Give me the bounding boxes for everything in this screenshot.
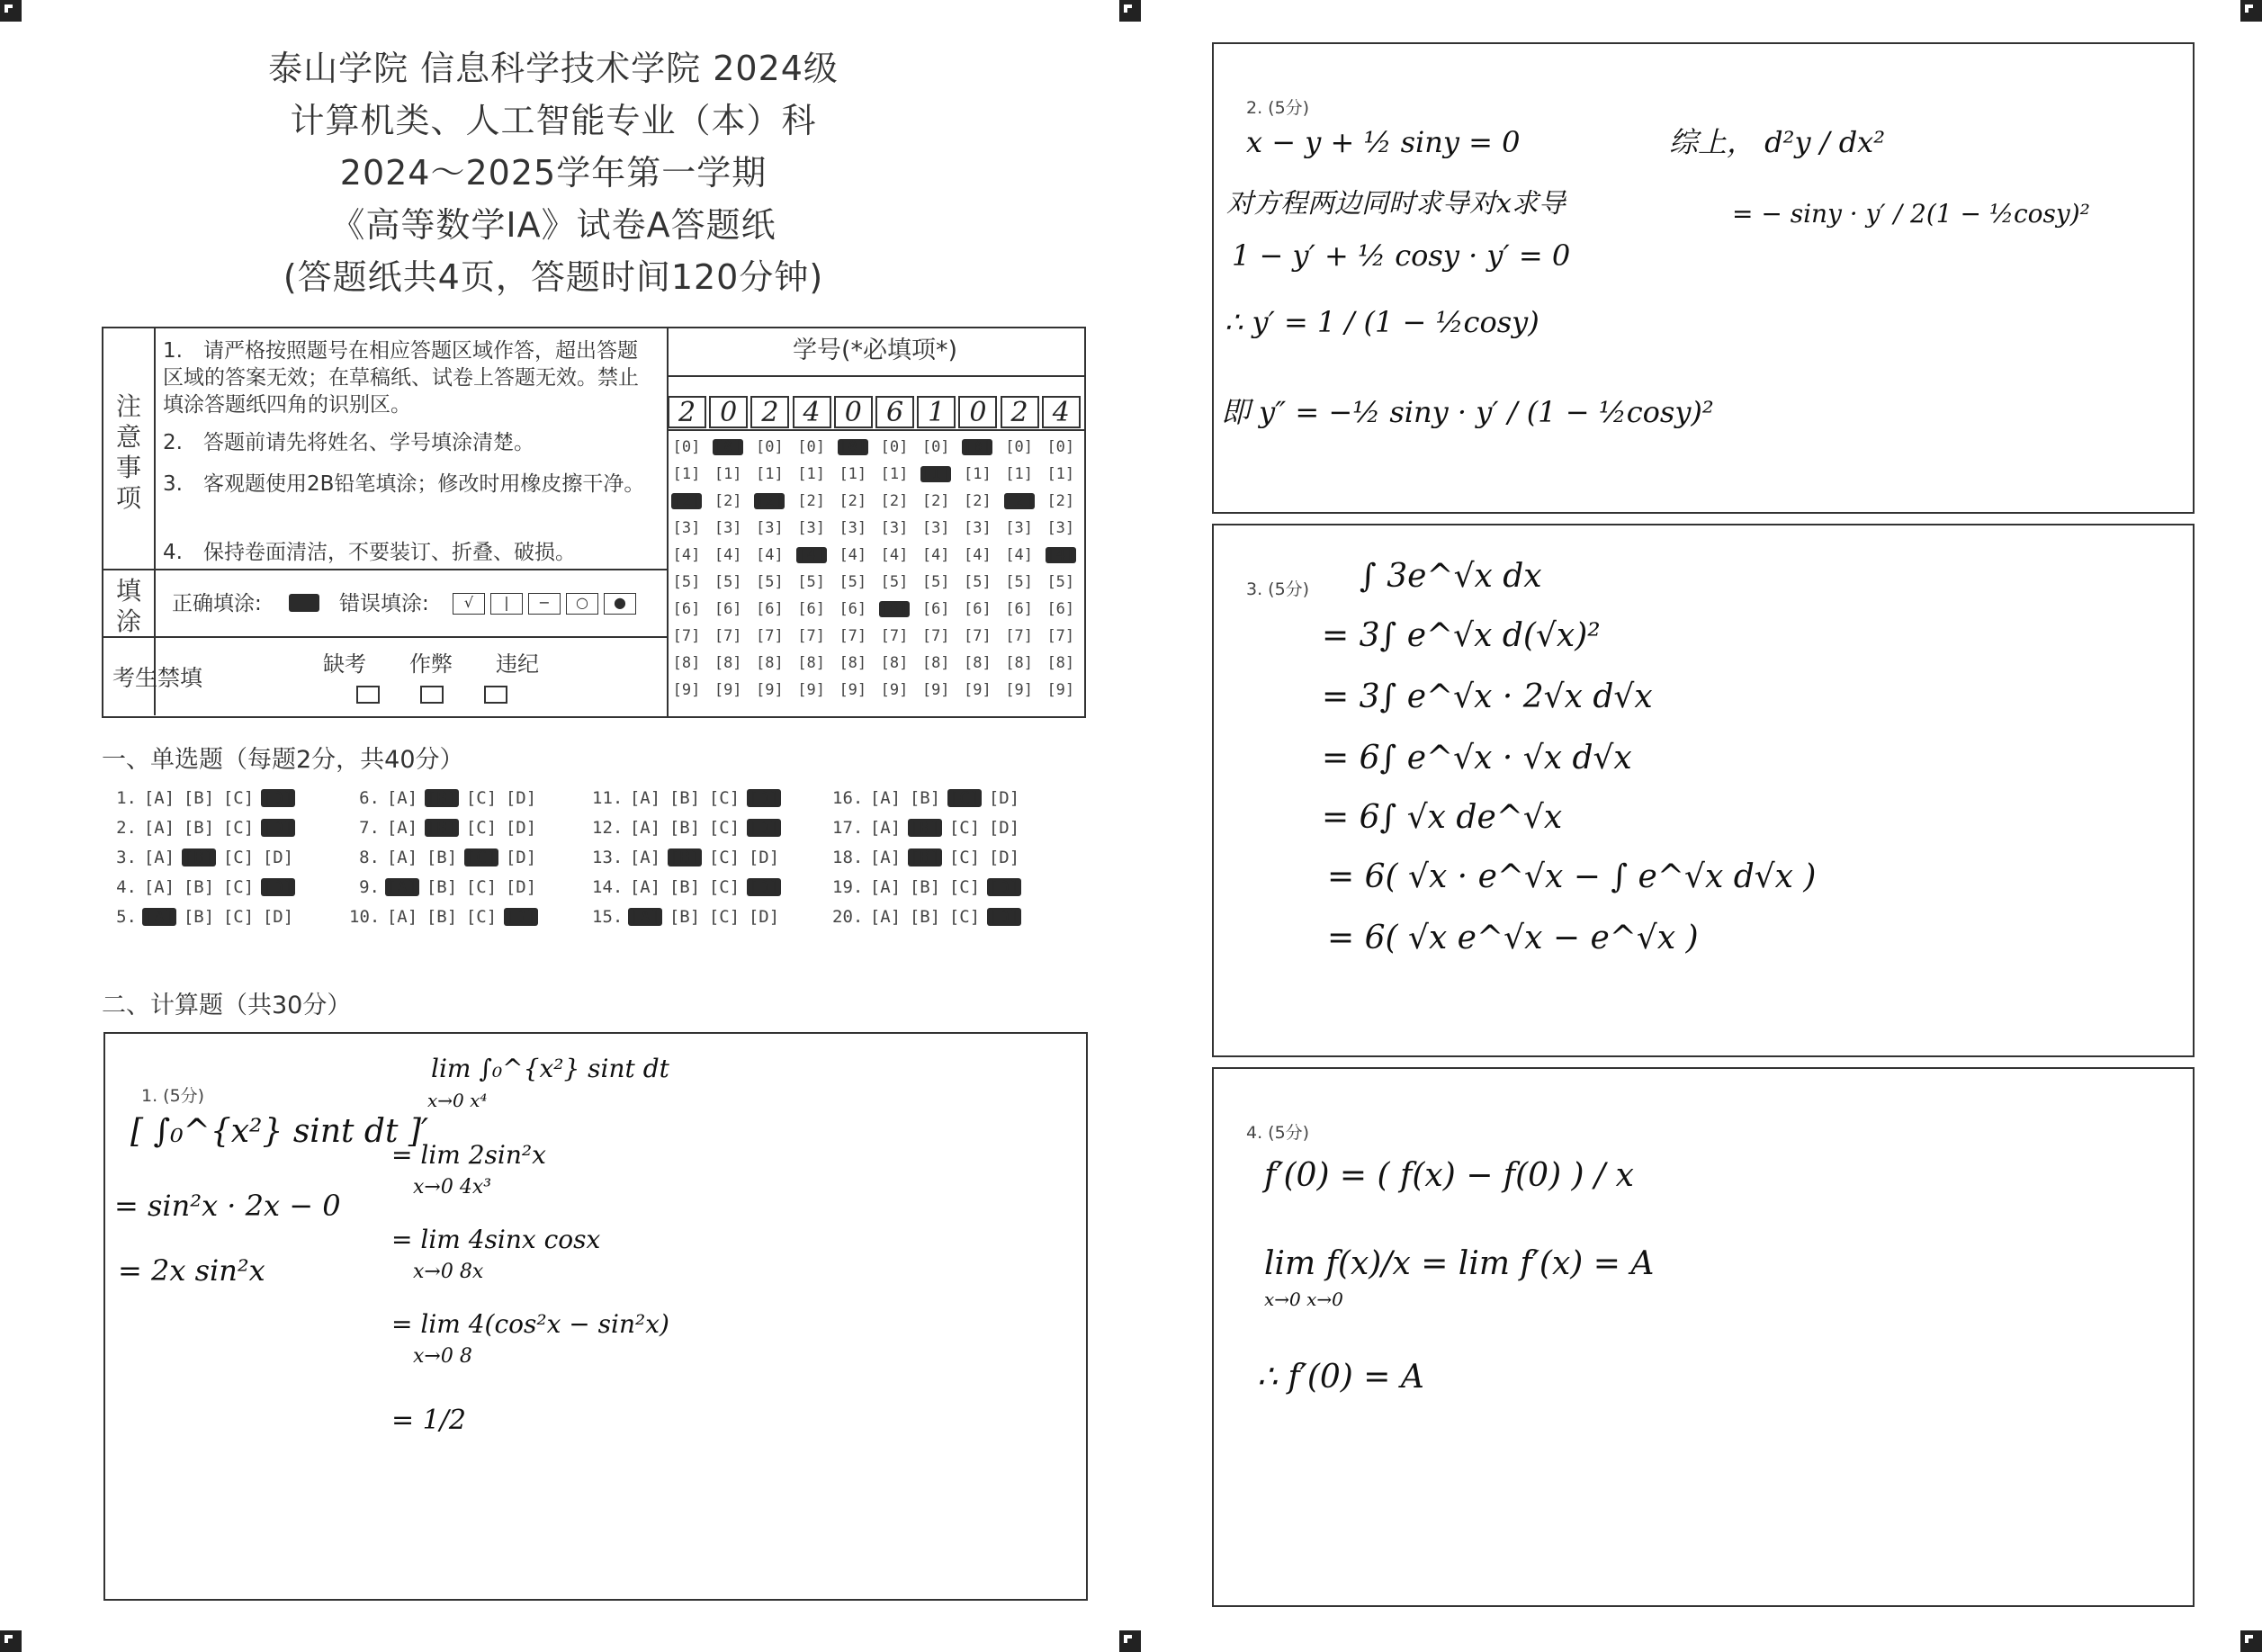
mc-option-bubble[interactable]: [A]: [629, 907, 661, 927]
header-major: 计算机类、人工智能专业（本）科: [290, 101, 817, 140]
q2-line-2: 对方程两边同时求导对x求导: [1226, 188, 1566, 220]
header-duration: (答题纸共4页，答题时间120分钟): [283, 257, 824, 297]
student-id-digit: 4: [1042, 396, 1081, 428]
mc-option-bubble[interactable]: [D]: [505, 818, 537, 838]
student-id-bubble[interactable]: [5]: [1046, 573, 1075, 591]
student-id-bubble[interactable]: [2]: [1005, 492, 1033, 510]
mc-option-bubble[interactable]: [C]: [465, 877, 498, 897]
mc-option-bubble[interactable]: [B]: [426, 848, 458, 867]
q1-right-line-9: = 1/2: [391, 1405, 466, 1436]
mc-option-bubble[interactable]: [B]: [669, 818, 701, 838]
mc-option-bubble[interactable]: [C]: [708, 818, 741, 838]
mc-option-bubble[interactable]: [B]: [426, 907, 458, 927]
cheat-checkbox[interactable]: [420, 686, 444, 704]
answer-box-q1[interactable]: [103, 1032, 1088, 1601]
q3-line-5: = 6∫ √x de^√x: [1322, 799, 1563, 836]
student-id-bubble[interactable]: [6]: [756, 600, 784, 618]
mc-option-bubble[interactable]: [B]: [669, 788, 701, 808]
mc-question: [832, 788, 1027, 808]
absent-label: 缺考: [323, 651, 366, 677]
mc-option-bubble[interactable]: [D]: [505, 848, 537, 867]
student-id-bubble[interactable]: [1]: [880, 465, 909, 483]
mc-question-number: 2.: [116, 818, 137, 838]
exam-admin-label: 考生禁填: [112, 665, 203, 691]
mc-option-bubble[interactable]: [D]: [262, 818, 294, 838]
student-id-bubble[interactable]: [0]: [714, 438, 742, 456]
q2-line-1: x − y + ½ siny = 0: [1246, 125, 1521, 159]
mc-option-bubble[interactable]: [B]: [183, 877, 215, 897]
student-id-digit: 0: [709, 396, 748, 428]
mc-option-bubble[interactable]: [D]: [262, 907, 294, 927]
student-id-bubble[interactable]: [9]: [714, 681, 742, 699]
mc-option-bubble[interactable]: [B]: [669, 877, 701, 897]
student-id-digit: 1: [917, 396, 956, 428]
mc-question-number: 18.: [832, 848, 864, 867]
q1-label: 1. (5分): [141, 1086, 205, 1106]
student-id-bubble[interactable]: [5]: [797, 573, 825, 591]
mc-question-number: 7.: [359, 818, 380, 838]
mc-question-number: 12.: [592, 818, 624, 838]
q1-left-line-1: [ ∫₀^{x²} sint dt ]′: [130, 1113, 429, 1150]
student-id-bubble[interactable]: [3]: [880, 519, 909, 537]
corner-marker-bottom-right: [2240, 1630, 2262, 1652]
student-id-digit: 2: [1001, 396, 1039, 428]
student-id-digit: 4: [793, 396, 831, 428]
student-id-bubble[interactable]: [6]: [964, 600, 992, 618]
mc-option-bubble[interactable]: [A]: [386, 877, 418, 897]
mc-question: [832, 907, 1027, 927]
mc-option-bubble[interactable]: [B]: [426, 818, 458, 838]
student-id-bubble[interactable]: [3]: [756, 519, 784, 537]
student-id-bubble[interactable]: [0]: [1005, 438, 1033, 456]
mc-question-number: 15.: [592, 907, 624, 927]
student-id-bubble[interactable]: [0]: [756, 438, 784, 456]
student-id-bubble[interactable]: [2]: [672, 492, 701, 510]
mc-question: [349, 788, 543, 808]
q2-line-3: 1 − y′ + ½ cosy · y′ = 0: [1232, 238, 1571, 273]
mc-option-bubble[interactable]: [C]: [948, 907, 981, 927]
student-id-bubble[interactable]: [2]: [921, 492, 950, 510]
student-id-bubble[interactable]: [4]: [714, 546, 742, 564]
student-id-bubble[interactable]: [6]: [672, 600, 701, 618]
student-id-bubble[interactable]: [7]: [672, 627, 701, 645]
mc-option-bubble[interactable]: [C]: [222, 877, 255, 897]
answer-box-q3[interactable]: [1212, 524, 2195, 1057]
mc-question: [349, 818, 543, 838]
mc-option-bubble[interactable]: [D]: [988, 788, 1020, 808]
mc-question-number: 5.: [116, 907, 137, 927]
student-id-bubble[interactable]: [9]: [880, 681, 909, 699]
q4-label: 4. (5分): [1246, 1123, 1310, 1143]
student-id-bubble[interactable]: [3]: [921, 519, 950, 537]
mc-question-number: 10.: [349, 907, 381, 927]
q1-right-line-6: x→0 8x: [413, 1261, 484, 1283]
mc-option-bubble[interactable]: [C]: [708, 877, 741, 897]
student-id-bubble[interactable]: [6]: [714, 600, 742, 618]
student-id-bubble[interactable]: [9]: [797, 681, 825, 699]
student-id-bubble[interactable]: [2]: [839, 492, 867, 510]
student-id-bubble[interactable]: [9]: [839, 681, 867, 699]
section1-title: 一、单选题（每题2分，共40分）: [102, 746, 464, 774]
student-id-bubble[interactable]: [0]: [880, 438, 909, 456]
mc-option-bubble[interactable]: [B]: [909, 877, 941, 897]
notice-item-1: 1. 请严格按照题号在相应答题区域作答，超出答题区域的答案无效；在草稿纸、试卷上答题无效。禁止填涂答题纸四角的识别区。: [163, 339, 639, 417]
mc-option-bubble[interactable]: [D]: [988, 848, 1020, 867]
student-id-digit: 2: [750, 396, 789, 428]
mc-question: [592, 788, 786, 808]
mc-option-bubble[interactable]: [B]: [909, 818, 941, 838]
mc-option-bubble[interactable]: [A]: [143, 788, 175, 808]
mc-question: [592, 848, 786, 867]
mc-option-bubble[interactable]: [A]: [629, 877, 661, 897]
q1-right-line-3: = lim 2sin²x: [391, 1140, 546, 1170]
student-id-digit: 0: [958, 396, 997, 428]
mc-option-bubble[interactable]: [A]: [629, 788, 661, 808]
mc-option-bubble[interactable]: [C]: [948, 877, 981, 897]
mc-question: [832, 877, 1027, 897]
student-id-bubble[interactable]: [9]: [756, 681, 784, 699]
student-id-bubble[interactable]: [8]: [921, 654, 950, 672]
student-id-bubble[interactable]: [6]: [921, 600, 950, 618]
q2-line-4: ∴ y′ = 1 / (1 − ½cosy): [1225, 305, 1539, 339]
student-id-bubble[interactable]: [9]: [672, 681, 701, 699]
wrong-fill-label: 错误填涂:: [339, 592, 429, 615]
mc-question: [106, 877, 301, 897]
student-id-bubble[interactable]: [5]: [714, 573, 742, 591]
student-id-bubble[interactable]: [4]: [797, 546, 825, 564]
q1-left-line-3: = 2x sin²x: [118, 1253, 265, 1288]
student-id-bubble[interactable]: [7]: [714, 627, 742, 645]
student-id-bubble[interactable]: [6]: [1046, 600, 1075, 618]
mc-question: [592, 877, 786, 897]
mc-option-bubble[interactable]: [A]: [629, 848, 661, 867]
mc-option-bubble[interactable]: [B]: [183, 788, 215, 808]
mc-option-bubble[interactable]: [A]: [629, 818, 661, 838]
student-id-digit: 2: [668, 396, 706, 428]
mc-question-number: 4.: [116, 877, 137, 897]
mc-option-bubble[interactable]: [A]: [143, 818, 175, 838]
student-id-bubble[interactable]: [1]: [714, 465, 742, 483]
notice-side-label: 注 意 事 项: [115, 391, 141, 513]
student-id-bubble[interactable]: [2]: [880, 492, 909, 510]
mc-option-bubble[interactable]: [D]: [988, 877, 1020, 897]
mc-option-bubble[interactable]: [C]: [222, 848, 255, 867]
corner-marker-top-center: [1119, 0, 1141, 22]
student-id-bubble[interactable]: [6]: [839, 600, 867, 618]
student-id-bubble[interactable]: [1]: [839, 465, 867, 483]
student-id-bubble[interactable]: [7]: [756, 627, 784, 645]
student-id-bubble[interactable]: [0]: [839, 438, 867, 456]
mc-option-bubble[interactable]: [C]: [465, 788, 498, 808]
q3-line-7: = 6( √x e^√x − e^√x ): [1327, 920, 1699, 956]
mc-option-bubble[interactable]: [D]: [505, 877, 537, 897]
mc-option-bubble[interactable]: [D]: [988, 907, 1020, 927]
student-id-bubble[interactable]: [0]: [964, 438, 992, 456]
mc-option-bubble[interactable]: [B]: [183, 848, 215, 867]
q3-line-1: ∫ 3e^√x dx: [1360, 558, 1542, 595]
q1-left-line-2: = sin²x · 2x − 0: [114, 1189, 341, 1223]
student-id-bubble[interactable]: [8]: [1046, 654, 1075, 672]
mc-question-number: 3.: [116, 848, 137, 867]
mc-option-bubble[interactable]: [A]: [869, 848, 902, 867]
student-id-bubble[interactable]: [3]: [714, 519, 742, 537]
student-id-bubble[interactable]: [2]: [964, 492, 992, 510]
mc-question-number: 1.: [116, 788, 137, 808]
student-id-bubble[interactable]: [3]: [1005, 519, 1033, 537]
mc-option-bubble[interactable]: [C]: [465, 848, 498, 867]
mc-option-bubble[interactable]: [B]: [426, 877, 458, 897]
q1-right-line-4: x→0 4x³: [413, 1176, 492, 1199]
answer-box-q4[interactable]: [1212, 1067, 2195, 1607]
mc-question: [106, 788, 301, 808]
header-school: 泰山学院 信息科学技术学院 2024级: [268, 49, 839, 88]
mc-option-bubble[interactable]: [C]: [465, 907, 498, 927]
student-id-bubble[interactable]: [2]: [756, 492, 784, 510]
mc-question: [832, 848, 1027, 867]
mc-question-number: 9.: [359, 877, 380, 897]
q3-line-6: = 6( √x · e^√x − ∫ e^√x d√x ): [1327, 858, 1817, 895]
mc-question-number: 17.: [832, 818, 864, 838]
student-id-bubble[interactable]: [8]: [964, 654, 992, 672]
student-id-bubble[interactable]: [1]: [1005, 465, 1033, 483]
student-id-bubble[interactable]: [4]: [1005, 546, 1033, 564]
student-id-bubble[interactable]: [2]: [714, 492, 742, 510]
student-id-bubble[interactable]: [5]: [839, 573, 867, 591]
q3-line-3: = 3∫ e^√x · 2√x d√x: [1322, 678, 1653, 715]
mc-option-bubble[interactable]: [C]: [222, 907, 255, 927]
header-term: 2024～2025学年第一学期: [339, 153, 767, 193]
mc-question: [592, 907, 786, 927]
correct-fill-label: 正确填涂:: [172, 592, 262, 615]
mc-option-bubble[interactable]: [A]: [143, 907, 175, 927]
student-id-bubble[interactable]: [4]: [756, 546, 784, 564]
student-id-bubble[interactable]: [4]: [880, 546, 909, 564]
q3-label: 3. (5分): [1246, 579, 1310, 599]
mc-question: [106, 848, 301, 867]
student-id-bubble[interactable]: [6]: [1005, 600, 1033, 618]
student-id-bubble[interactable]: [5]: [921, 573, 950, 591]
mc-question: [832, 818, 1027, 838]
student-id-bubble[interactable]: [7]: [1005, 627, 1033, 645]
student-id-bubble[interactable]: [4]: [672, 546, 701, 564]
student-id-digit: 0: [834, 396, 873, 428]
mc-option-bubble[interactable]: [D]: [262, 848, 294, 867]
mc-question-number: 13.: [592, 848, 624, 867]
mc-question: [349, 848, 543, 867]
student-id-bubble[interactable]: [1]: [1046, 465, 1075, 483]
mc-option-bubble[interactable]: [D]: [748, 848, 780, 867]
mc-option-bubble[interactable]: [A]: [386, 818, 418, 838]
student-id-label: 学号(*必填项*): [793, 337, 958, 364]
mc-question-number: 6.: [359, 788, 380, 808]
mc-option-bubble[interactable]: [D]: [505, 788, 537, 808]
mc-option-bubble[interactable]: [B]: [909, 848, 941, 867]
student-id-bubble[interactable]: [8]: [1005, 654, 1033, 672]
mc-option-bubble[interactable]: [B]: [669, 907, 701, 927]
mc-option-bubble[interactable]: [D]: [748, 877, 780, 897]
mc-option-bubble[interactable]: [A]: [869, 788, 902, 808]
student-id-bubble[interactable]: [3]: [839, 519, 867, 537]
student-id-bubble[interactable]: [5]: [756, 573, 784, 591]
correct-fill-sample: [289, 594, 319, 612]
mc-option-bubble[interactable]: [B]: [183, 907, 215, 927]
student-id-bubble[interactable]: [7]: [797, 627, 825, 645]
mc-question: [349, 877, 543, 897]
mc-option-bubble[interactable]: [B]: [669, 848, 701, 867]
student-id-bubble[interactable]: [7]: [880, 627, 909, 645]
mc-question-number: 8.: [359, 848, 380, 867]
student-id-digit: 6: [875, 396, 914, 428]
mc-option-bubble[interactable]: [A]: [143, 848, 175, 867]
student-id-bubble[interactable]: [9]: [1046, 681, 1075, 699]
mc-question-number: 14.: [592, 877, 624, 897]
student-id-bubble[interactable]: [2]: [1046, 492, 1075, 510]
mc-option-bubble[interactable]: [C]: [708, 848, 741, 867]
corner-marker-bottom-left: [0, 1630, 22, 1652]
q2-right-line-1: 综上， d²y / dx²: [1669, 125, 1886, 159]
student-id-bubble[interactable]: [3]: [964, 519, 992, 537]
student-id-bubble[interactable]: [5]: [880, 573, 909, 591]
mc-question: [592, 818, 786, 838]
student-id-bubble[interactable]: [5]: [672, 573, 701, 591]
student-id-bubble[interactable]: [3]: [1046, 519, 1075, 537]
student-id-bubble[interactable]: [4]: [964, 546, 992, 564]
corner-marker-top-left: [0, 0, 22, 22]
mc-option-bubble[interactable]: [D]: [505, 907, 537, 927]
mc-question: [106, 907, 301, 927]
mc-option-bubble[interactable]: [D]: [748, 818, 780, 838]
student-id-bubble[interactable]: [4]: [839, 546, 867, 564]
mc-option-bubble[interactable]: [C]: [948, 788, 981, 808]
mc-option-bubble[interactable]: [A]: [869, 818, 902, 838]
q3-line-4: = 6∫ e^√x · √x d√x: [1322, 740, 1632, 777]
mc-option-bubble[interactable]: [A]: [143, 877, 175, 897]
mc-option-bubble[interactable]: [D]: [748, 907, 780, 927]
mc-option-bubble[interactable]: [D]: [988, 818, 1020, 838]
mc-question-number: 11.: [592, 788, 624, 808]
mc-option-bubble[interactable]: [D]: [748, 788, 780, 808]
student-id-bubble[interactable]: [1]: [756, 465, 784, 483]
student-id-bubble[interactable]: [1]: [964, 465, 992, 483]
q2-line-5: 即 y″ = −½ siny · y′ / (1 − ½cosy)²: [1221, 395, 1714, 429]
q2-label: 2. (5分): [1246, 98, 1310, 118]
q4-line-1: f′(0) = ( f(x) − f(0) ) / x: [1264, 1157, 1634, 1194]
mc-question-number: 16.: [832, 788, 864, 808]
student-id-bubble[interactable]: [5]: [964, 573, 992, 591]
header-exam-title: 《高等数学IA》试卷A答题纸: [330, 205, 776, 245]
mc-option-bubble[interactable]: [A]: [869, 877, 902, 897]
student-id-bubble[interactable]: [9]: [921, 681, 950, 699]
student-id-bubble[interactable]: [8]: [839, 654, 867, 672]
mc-option-bubble[interactable]: [B]: [426, 788, 458, 808]
student-id-bubble[interactable]: [1]: [797, 465, 825, 483]
student-id-bubble[interactable]: [9]: [1005, 681, 1033, 699]
q1-right-line-5: = lim 4sinx cosx: [391, 1225, 601, 1254]
student-id-bubble[interactable]: [7]: [964, 627, 992, 645]
corner-marker-top-right: [2240, 0, 2262, 22]
student-id-bubble[interactable]: [0]: [672, 438, 701, 456]
student-id-bubble[interactable]: [0]: [921, 438, 950, 456]
student-id-bubble[interactable]: [2]: [797, 492, 825, 510]
q1-right-line-8: x→0 8: [413, 1345, 472, 1368]
q4-line-3: x→0 x→0: [1264, 1288, 1343, 1310]
fill-side-label: 填 涂: [115, 576, 141, 636]
mc-option-bubble[interactable]: [A]: [386, 788, 418, 808]
mc-option-bubble[interactable]: [C]: [708, 907, 741, 927]
student-id-bubble[interactable]: [1]: [921, 465, 950, 483]
q3-line-2: = 3∫ e^√x d(√x)²: [1322, 617, 1601, 654]
mc-option-bubble[interactable]: [D]: [262, 877, 294, 897]
student-id-bubble[interactable]: [8]: [797, 654, 825, 672]
mc-option-bubble[interactable]: [D]: [262, 788, 294, 808]
student-id-bubble[interactable]: [8]: [880, 654, 909, 672]
answer-box-q2[interactable]: [1212, 42, 2195, 514]
mc-option-bubble[interactable]: [C]: [222, 818, 255, 838]
student-id-bubble[interactable]: [9]: [964, 681, 992, 699]
student-id-bubble[interactable]: [3]: [672, 519, 701, 537]
notice-item-4: 4. 保持卷面清洁，不要装订、折叠、破损。: [163, 541, 576, 564]
section2-title: 二、计算题（共30分）: [102, 992, 352, 1019]
student-id-bubble[interactable]: [6]: [797, 600, 825, 618]
notice-item-2: 2. 答题前请先将姓名、学号填涂清楚。: [163, 431, 534, 454]
mc-option-bubble[interactable]: [C]: [222, 788, 255, 808]
student-id-bubble[interactable]: [8]: [672, 654, 701, 672]
q2-right-line-2: = − siny · y′ / 2(1 − ½cosy)²: [1732, 199, 2090, 229]
student-id-bubble[interactable]: [7]: [1046, 627, 1075, 645]
mc-option-bubble[interactable]: [A]: [869, 907, 902, 927]
student-id-bubble[interactable]: [8]: [714, 654, 742, 672]
violation-label: 违纪: [496, 651, 539, 677]
mc-option-bubble[interactable]: [C]: [948, 818, 981, 838]
mc-option-bubble[interactable]: [C]: [948, 848, 981, 867]
cheat-label: 作弊: [409, 651, 453, 677]
student-id-bubble[interactable]: [7]: [839, 627, 867, 645]
mc-option-bubble[interactable]: [A]: [386, 907, 418, 927]
mc-question-number: 19.: [832, 877, 864, 897]
mc-option-bubble[interactable]: [C]: [708, 788, 741, 808]
student-id-bubble[interactable]: [8]: [756, 654, 784, 672]
mc-question: [349, 907, 543, 927]
student-id-bubble[interactable]: [7]: [921, 627, 950, 645]
q1-right-line-1: lim ∫₀^{x²} sint dt: [431, 1054, 669, 1083]
mc-question-number: 20.: [832, 907, 864, 927]
student-id-bubble[interactable]: [3]: [797, 519, 825, 537]
student-id-bubble[interactable]: [4]: [921, 546, 950, 564]
student-id-bubble[interactable]: [5]: [1005, 573, 1033, 591]
student-id-bubble[interactable]: [1]: [672, 465, 701, 483]
mc-option-bubble[interactable]: [B]: [909, 788, 941, 808]
absent-checkbox[interactable]: [356, 686, 380, 704]
wrong-fill-samples: √ | − ○ ●: [453, 593, 636, 615]
mc-option-bubble[interactable]: [B]: [909, 907, 941, 927]
student-id-bubble[interactable]: [6]: [880, 600, 909, 618]
violation-checkbox[interactable]: [484, 686, 507, 704]
q1-right-line-7: = lim 4(cos²x − sin²x): [391, 1309, 669, 1339]
mc-question: [106, 818, 301, 838]
mc-option-bubble[interactable]: [B]: [183, 818, 215, 838]
student-id-bubble[interactable]: [0]: [797, 438, 825, 456]
student-id-bubble[interactable]: [0]: [1046, 438, 1075, 456]
mc-option-bubble[interactable]: [C]: [465, 818, 498, 838]
q4-line-2: lim f(x)/x = lim f′(x) = A: [1264, 1245, 1655, 1282]
notice-item-3: 3. 客观题使用2B铅笔填涂；修改时用橡皮擦干净。: [163, 472, 645, 496]
q1-right-line-2: x→0 x⁴: [427, 1090, 488, 1111]
mc-option-bubble[interactable]: [A]: [386, 848, 418, 867]
student-id-bubble[interactable]: [4]: [1046, 546, 1075, 564]
q4-line-4: ∴ f′(0) = A: [1257, 1359, 1424, 1396]
corner-marker-bottom-center: [1119, 1630, 1141, 1652]
